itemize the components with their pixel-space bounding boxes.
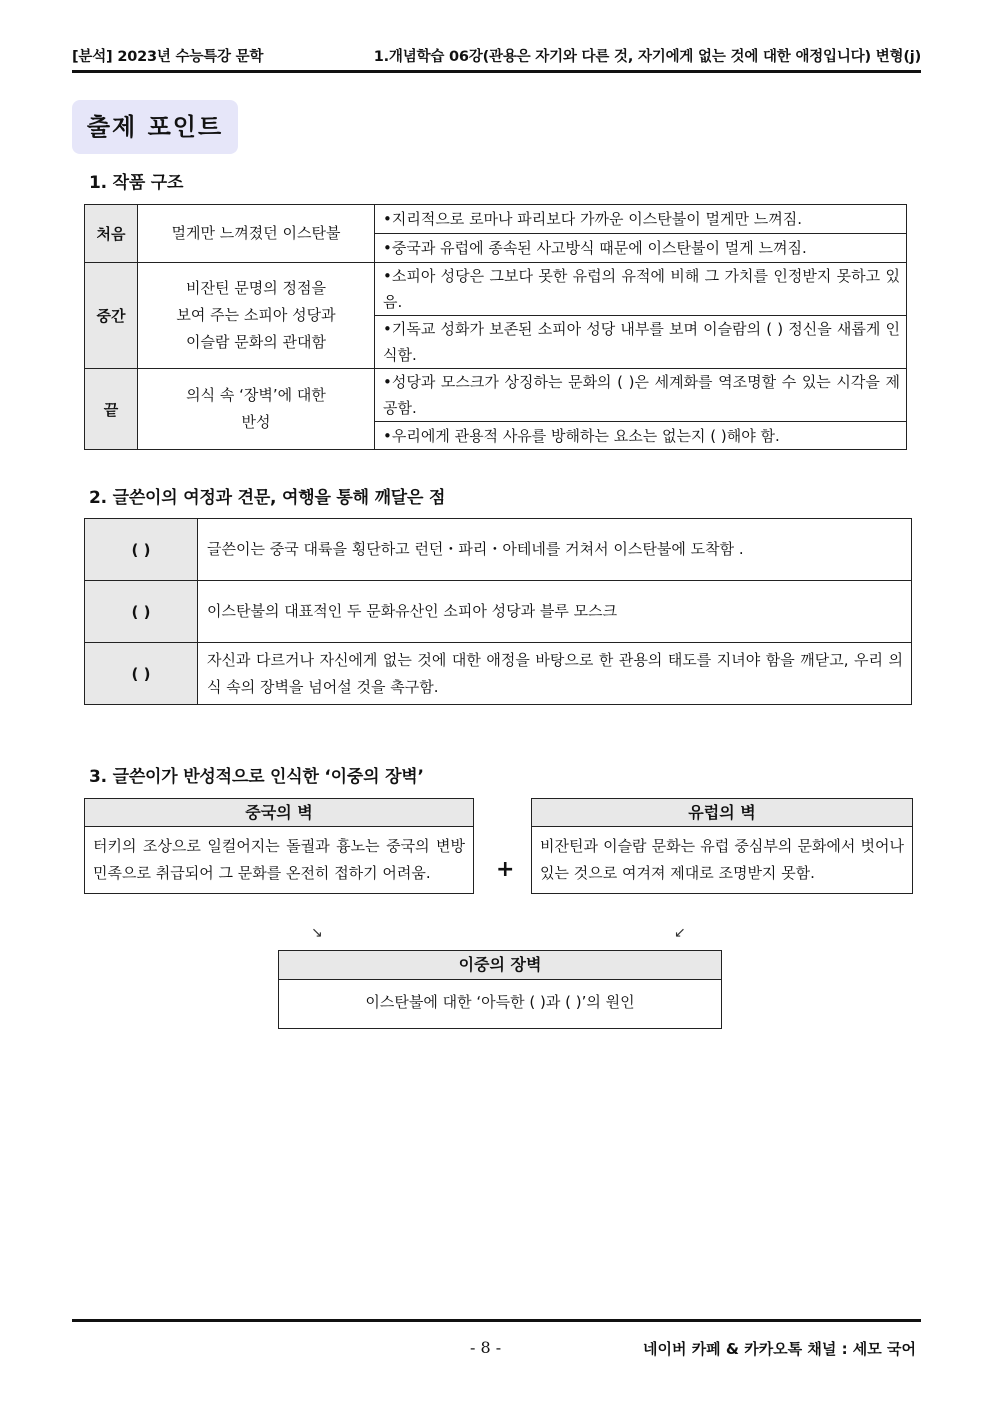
footer-channel: 네이버 카페 & 카카오톡 채널 : 세모 국어 [643, 1340, 916, 1358]
structure-table [84, 204, 907, 450]
row-label-beginning: 처음 [85, 205, 138, 263]
plus-sign: + [496, 857, 515, 882]
row-label-end: 끝 [85, 369, 138, 450]
blank-cell: ( ) [85, 643, 198, 705]
page-number: - 8 - [470, 1338, 502, 1357]
header-rule [72, 70, 921, 73]
journey-table [84, 518, 912, 705]
footer-rule [72, 1319, 921, 1322]
section2-title: 2. 글쓴이의 여정과 견문, 여행을 통해 깨달은 점 [89, 488, 446, 508]
section3-title: 3. 글쓴이가 반성적으로 인식한 ‘이중의 장벽’ [89, 767, 424, 787]
bullet-cell: •지리적으로 로마나 파리보다 가까운 이스탄불이 멀게만 느껴짐. [375, 205, 907, 234]
page-header [72, 42, 921, 66]
china-wall-box [84, 798, 474, 894]
journey-text: 글쓴이는 중국 대륙을 횡단하고 런던・파리・아테네를 거쳐서 이스탄불에 도착함 . [198, 519, 912, 581]
europe-wall-title: 유럽의 벽 [532, 799, 912, 827]
bullet-cell: •우리에게 관용적 사유를 방해하는 요소는 없는지 ( )해야 함. [375, 422, 907, 450]
double-wall-text: 이스탄불에 대한 ‘아득한 ( )과 ( )’의 원인 [365, 993, 635, 1011]
section1-title: 1. 작품 구조 [89, 173, 184, 193]
row-summary-beginning: 멀게만 느껴졌던 이스탄불 [138, 205, 375, 263]
header-left: [분석] 2023년 수능특강 문학 [72, 49, 264, 65]
section-badge: 출제 포인트 [72, 100, 238, 154]
double-wall-title: 이중의 장벽 [279, 951, 721, 980]
blank-cell: ( ) [85, 519, 198, 581]
china-wall-title: 중국의 벽 [85, 799, 473, 827]
europe-wall-text: 비잔틴과 이슬람 문화는 유럽 중심부의 문화에서 벗어나 있는 것으로 여겨져 제대로 조명받지 못함. [540, 837, 904, 882]
bullet-cell: •중국과 유럽에 종속된 사고방식 때문에 이스탄불이 멀게 느껴짐. [375, 234, 907, 263]
blank-cell: ( ) [85, 581, 198, 643]
arrow-down-right-icon: ↘ [311, 925, 323, 941]
row-summary-end: 의식 속 ‘장벽’에 대한 반성 [138, 369, 375, 450]
bullet-cell: •소피아 성당은 그보다 못한 유럽의 유적에 비해 그 가치를 인정받지 못하고 있음. [375, 263, 907, 316]
journey-text: 이스탄불의 대표적인 두 문화유산인 소피아 성당과 블루 모스크 [198, 581, 912, 643]
row-label-middle: 중간 [85, 263, 138, 369]
china-wall-text: 터키의 조상으로 일컬어지는 돌궐과 흉노는 중국의 변방 민족으로 취급되어 그 문화를 온전히 접하기 어려움. [93, 837, 465, 882]
bullet-cell: •성당과 모스크가 상징하는 문화의 ( )은 세계화를 역조명할 수 있는 시각을 제공함. [375, 369, 907, 422]
header-right: 1.개념학습 06강(관용은 자기와 다른 것, 자기에게 없는 것에 대한 애정입니다) 변형(j) [373, 49, 921, 65]
journey-text: 자신과 다르거나 자신에게 없는 것에 대한 애정을 바탕으로 한 관용의 태도를 지녀야 함을 깨닫고, 우리 의식 속의 장벽을 넘어설 것을 촉구함. [198, 643, 912, 705]
europe-wall-box [531, 798, 913, 894]
double-wall-box [278, 950, 722, 1029]
row-summary-middle: 비잔틴 문명의 정점을 보여 주는 소피아 성당과 이슬람 문화의 관대함 [138, 263, 375, 369]
arrow-down-left-icon: ↙ [674, 925, 686, 941]
bullet-cell: •기독교 성화가 보존된 소피아 성당 내부를 보며 이슬람의 ( ) 정신을 새롭게 인식함. [375, 316, 907, 369]
